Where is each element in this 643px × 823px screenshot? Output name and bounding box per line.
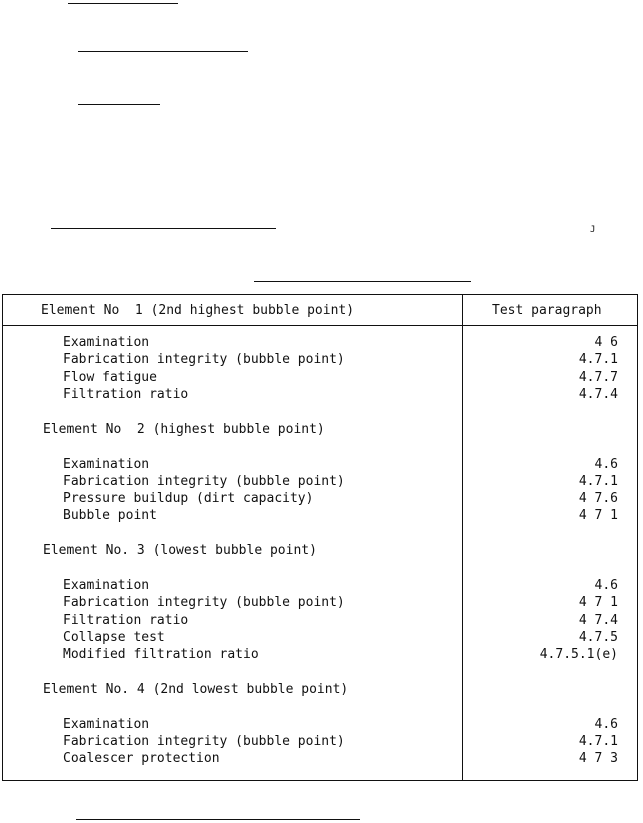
table-row <box>3 577 639 594</box>
test-name: Examination <box>63 578 150 593</box>
test-paragraph: 4 7 1 <box>578 595 618 611</box>
test-paragraph: 4.7.4 <box>578 386 618 402</box>
table-row <box>3 612 639 629</box>
test-paragraph: 4.6 <box>594 716 618 732</box>
test-paragraph: 4.7.1 <box>578 473 618 489</box>
header-test-paragraph: Test paragraph <box>492 303 602 318</box>
header-divider <box>3 325 637 326</box>
table-row <box>3 490 639 507</box>
group-title-row <box>3 421 639 438</box>
table-row <box>3 456 639 473</box>
test-name: Fabrication integrity (bubble point) <box>63 473 345 489</box>
table-row <box>3 351 639 368</box>
group-title-row <box>3 681 639 698</box>
test-name: Coalescer protection <box>63 751 220 767</box>
test-name: Examination <box>63 716 150 732</box>
test-paragraph: 4.7.5 <box>578 629 618 645</box>
test-name: Fabrication integrity (bubble point) <box>63 734 345 750</box>
table-row <box>3 369 639 386</box>
table-row <box>3 386 639 403</box>
group-title: Element No. 3 (lowest bubble point) <box>43 543 317 559</box>
test-paragraph: 4 7.6 <box>578 491 618 507</box>
group-title-row <box>3 542 639 559</box>
table-row <box>3 629 639 646</box>
test-name: Bubble point <box>63 508 157 524</box>
test-name: Fabrication integrity (bubble point) <box>63 352 345 368</box>
test-name: Pressure buildup (dirt capacity) <box>63 491 314 507</box>
footer-underline <box>76 819 360 820</box>
test-name: Filtration ratio <box>63 612 189 628</box>
test-paragraph: 4.6 <box>594 578 618 593</box>
test-name: Flow fatigue <box>63 369 157 385</box>
table-row <box>3 594 639 611</box>
test-paragraph: 4.7.7 <box>578 369 618 385</box>
test-paragraph: 4 7.4 <box>578 612 618 628</box>
test-table <box>2 294 638 781</box>
underline-1 <box>68 3 178 4</box>
group-title: Element No. 4 (2nd lowest bubble point) <box>43 682 349 697</box>
table-row <box>3 507 639 524</box>
test-name: Modified filtration ratio <box>63 647 259 663</box>
underline-3 <box>78 104 160 105</box>
page-mark: J <box>590 225 596 235</box>
group-title: Element No 2 (highest bubble point) <box>43 421 325 437</box>
table-row <box>3 733 639 750</box>
test-paragraph: 4.6 <box>594 456 618 472</box>
test-paragraph: 4 7 1 <box>578 508 618 524</box>
table-row <box>3 716 639 733</box>
test-paragraph: 4 6 <box>594 335 618 350</box>
table-row <box>3 473 639 490</box>
table-row <box>3 750 639 767</box>
header-element: Element No 1 (2nd highest bubble point) <box>41 303 355 318</box>
table-row <box>3 334 639 351</box>
table-title-underline <box>254 281 471 282</box>
test-name: Collapse test <box>63 629 165 645</box>
test-name: Fabrication integrity (bubble point) <box>63 595 345 611</box>
underline-2 <box>78 51 248 52</box>
test-name: Examination <box>63 335 150 350</box>
underline-4 <box>51 228 276 229</box>
test-paragraph: 4.7.1 <box>578 352 618 368</box>
test-paragraph: 4.7.1 <box>578 734 618 750</box>
test-paragraph: 4.7.5.1(e) <box>539 647 618 663</box>
test-name: Examination <box>63 456 150 472</box>
table-row <box>3 646 639 663</box>
test-paragraph: 4 7 3 <box>578 751 618 767</box>
test-name: Filtration ratio <box>63 386 189 402</box>
